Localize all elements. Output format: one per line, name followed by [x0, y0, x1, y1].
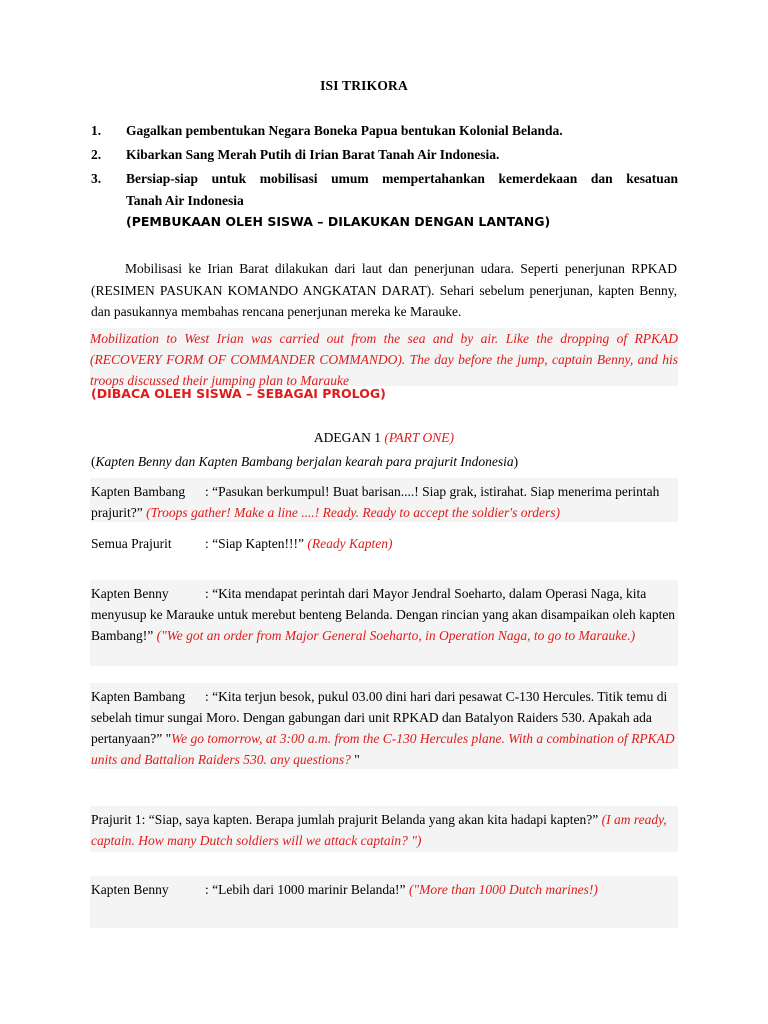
dialogue-block: [90, 533, 678, 554]
list-number: 2.: [91, 147, 102, 162]
dialogue-line: : “Pasukan berkumpul! Buat barisan....! Siap grak, istirahat. Siap menerima perintah prajurit?”: [91, 484, 660, 520]
list-number: 1.: [91, 123, 102, 138]
list-item-continuation: Tanah Air Indonesia: [126, 193, 244, 208]
list-item: Kibarkan Sang Merah Putih di Irian Barat Tanah Air Indonesia.: [126, 147, 500, 162]
prolog-translation: Mobilization to West Irian was carried out from the sea and by air. Like the dropping of RPKAD (RECOVERY FORM OF COMMANDER COMMANDO). The day before the jump, captain Benny, and his troops discussed their jumping plan to Marauke: [90, 328, 678, 386]
prolog-paragraph: [91, 258, 677, 323]
dialogue-translation: (I am ready, captain. How many Dutch soldiers will we attack captain? "): [91, 812, 667, 848]
opening-note: (PEMBUKAAN OLEH SISWA – DILAKUKAN DENGAN LANTANG): [126, 214, 551, 229]
dialogue-block: [90, 876, 678, 928]
speaker-name: Kapten Benny: [91, 882, 169, 897]
speaker-name: Kapten Bambang: [91, 484, 186, 499]
dialogue-translation: ("We got an order from Major General Soeharto, in Operation Naga, to go to Marauke.): [156, 628, 636, 643]
dialogue-tail: ": [350, 752, 360, 767]
list-item: Gagalkan pembentukan Negara Boneka Papua bentukan Kolonial Belanda.: [126, 123, 563, 138]
scene-title-english: (PART ONE): [384, 430, 455, 445]
dialogue-line: : “Kita mendapat perintah dari Mayor Jendral Soeharto, dalam Operasi Naga, kita menyusup ke Marauke untuk merebut benteng Belanda. Dengan rincian yang akan disampaikan oleh kapten Bambang!”: [91, 586, 676, 643]
prolog-note: (DIBACA OLEH SISWA – SEBAGAI PROLOG): [91, 386, 386, 401]
speaker-name: Semua Prajurit: [91, 536, 172, 551]
list-number: 3.: [91, 171, 102, 186]
dialogue-translation: We go tomorrow, at 3:00 a.m. from the C-130 Hercules plane. With a combination of RPKAD units and Battalion Raiders 530. any questions?: [91, 731, 675, 767]
stage-direction: (Kapten Benny dan Kapten Bambang berjalan kearah para prajurit Indonesia): [91, 454, 519, 469]
dialogue-block: [90, 806, 678, 852]
speaker-name: Prajurit 1:: [91, 812, 146, 827]
dialogue-line: : “Siap Kapten!!!”: [205, 536, 304, 551]
dialogue-line: “Siap, saya kapten. Berapa jumlah prajurit Belanda yang akan kita hadapi kapten?”: [148, 812, 599, 827]
dialogue-line: : “Kita terjun besok, pukul 03.00 dini hari dari pesawat C-130 Hercules. Titik temu di sebelah timur sungai Moro. Dengan gabungan dari unit RPKAD dan Batalyon Raiders 530. Apakah ada pertanyaan?” ": [91, 689, 668, 746]
speaker-name: Kapten Benny: [91, 586, 169, 601]
list-item: Bersiap-siap untuk mobilisasi umum mempertahankan kemerdekaan dan kesatuan: [126, 171, 678, 186]
scene-title: [0, 430, 768, 446]
prolog-text: Mobilisasi ke Irian Barat dilakukan dari laut dan penerjunan udara. Seperti penerjunan RPKAD (RESIMEN PASUKAN KOMANDO ANGKATAN DARAT). Sehari sebelum penerjunan, kapten Benny, dan pasukannya membahas rencana penerjunan mereka ke Marauke.: [91, 261, 677, 319]
dialogue-line: : “Lebih dari 1000 marinir Belanda!”: [205, 882, 406, 897]
dialogue-block: [90, 580, 678, 666]
speaker-name: Kapten Bambang: [91, 689, 186, 704]
dialogue-translation: (Ready Kapten): [307, 536, 393, 551]
dialogue-translation: ("More than 1000 Dutch marines!): [408, 882, 598, 897]
dialogue-translation: (Troops gather! Make a line ....! Ready. Ready to accept the soldier's orders): [146, 505, 561, 520]
dialogue-block: [90, 683, 678, 769]
dialogue-block: [90, 478, 678, 522]
scene-title-text: ADEGAN 1: [313, 430, 382, 445]
stage-direction-text: Kapten Benny dan Kapten Bambang berjalan kearah para prajurit Indonesia: [95, 454, 514, 469]
page-title: ISI TRIKORA: [320, 78, 408, 93]
